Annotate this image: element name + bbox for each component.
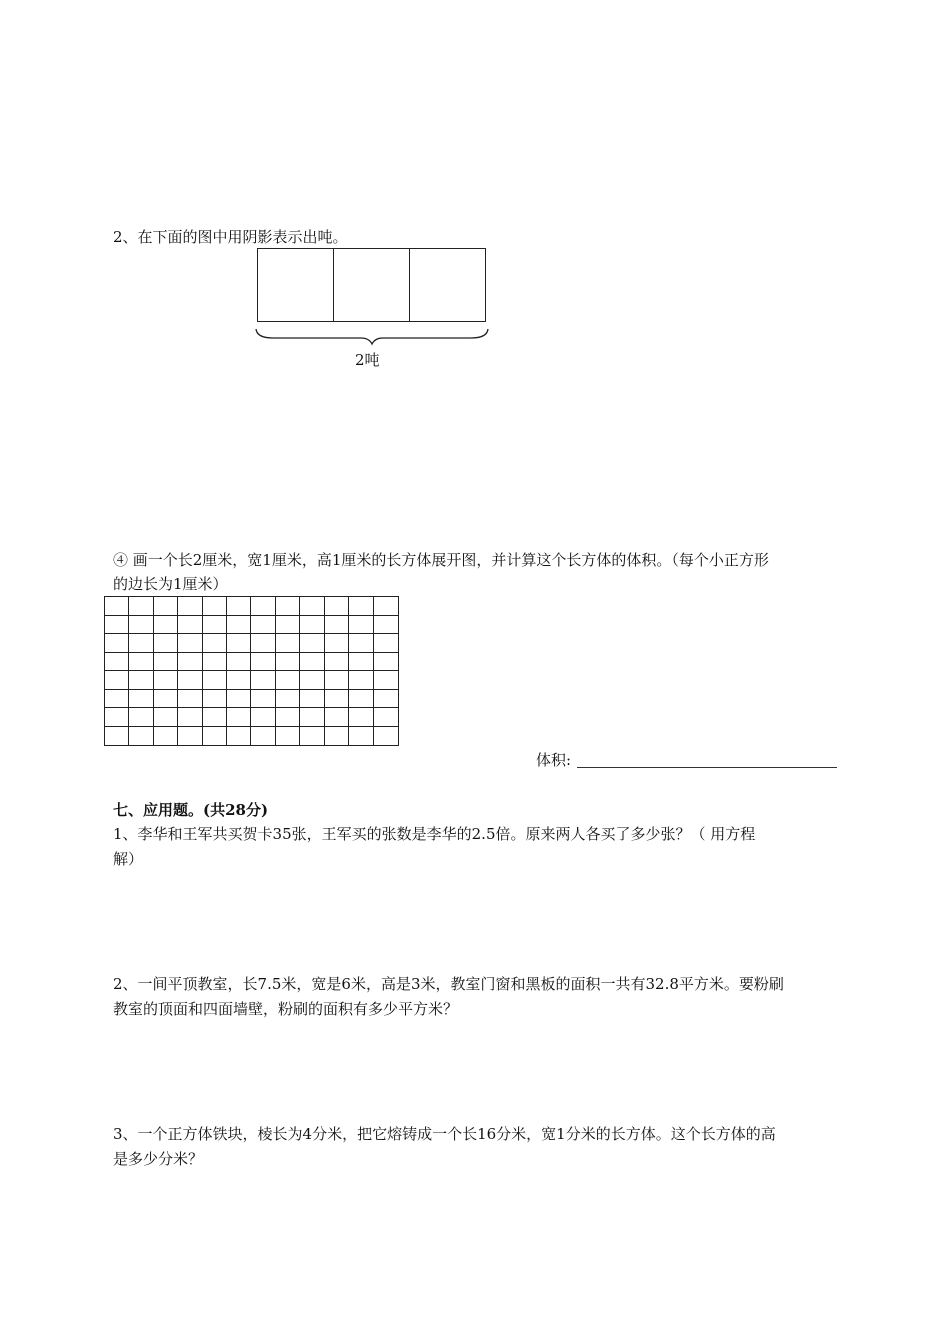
grid-cell xyxy=(178,671,202,690)
grid-cell xyxy=(349,727,373,746)
grid-cell xyxy=(129,708,153,727)
grid-cell xyxy=(105,671,129,690)
grid-cell xyxy=(129,653,153,672)
q3-line2: 是多少分米？ xyxy=(113,1150,204,1168)
grid-cell xyxy=(227,616,251,635)
square-grid xyxy=(104,596,399,746)
grid-cell xyxy=(349,690,373,709)
grid-cell xyxy=(129,671,153,690)
grid-cell xyxy=(276,708,300,727)
grid-cell xyxy=(154,634,178,653)
grid-cell xyxy=(251,708,275,727)
question-draw-line1: ④ 画一个长2厘米，宽1厘米，高1厘米的长方体展开图，并计算这个长方体的体积。（每个小正方形 xyxy=(113,551,769,569)
three-part-box xyxy=(257,248,486,322)
grid-cell xyxy=(203,708,227,727)
grid-cell xyxy=(227,671,251,690)
grid-cell xyxy=(276,597,300,616)
grid-cell xyxy=(129,597,153,616)
grid-cell xyxy=(227,653,251,672)
grid-cell xyxy=(129,634,153,653)
q2-line2: 教室的顶面和四面墙壁，粉刷的面积有多少平方米？ xyxy=(113,1000,459,1018)
grid-cell xyxy=(325,597,349,616)
curly-brace xyxy=(253,326,491,346)
grid-cell xyxy=(276,671,300,690)
grid-cell xyxy=(154,597,178,616)
box-part-3 xyxy=(410,249,485,321)
grid-cell xyxy=(349,616,373,635)
grid-cell xyxy=(154,690,178,709)
grid-cell xyxy=(325,616,349,635)
grid-cell xyxy=(374,690,398,709)
grid-cell xyxy=(203,690,227,709)
grid-cell xyxy=(203,634,227,653)
grid-cell xyxy=(154,616,178,635)
grid-cell xyxy=(105,597,129,616)
grid-cell xyxy=(105,727,129,746)
q2-line1: 2、一间平顶教室，长7.5米，宽是6米，高是3米，教室门窗和黑板的面积一共有32.8平方米。要粉刷 xyxy=(113,975,784,993)
grid-cell xyxy=(227,727,251,746)
grid-cell xyxy=(251,616,275,635)
grid-cell xyxy=(105,634,129,653)
grid-cell xyxy=(178,708,202,727)
grid-cell xyxy=(300,634,324,653)
grid-cell xyxy=(178,727,202,746)
grid-cell xyxy=(349,671,373,690)
grid-cell xyxy=(154,708,178,727)
grid-cell xyxy=(374,653,398,672)
grid-cell xyxy=(276,690,300,709)
section-title: 七、应用题。(共28分) xyxy=(113,801,269,819)
grid-cell xyxy=(227,597,251,616)
grid-cell xyxy=(227,690,251,709)
grid-cell xyxy=(227,708,251,727)
q1-line1: 1、李华和王军共买贺卡35张，王军买的张数是李华的2.5倍。原来两人各买了多少张？（ 用方程 xyxy=(113,825,756,843)
grid-cell xyxy=(300,690,324,709)
grid-cell xyxy=(251,690,275,709)
grid-cell xyxy=(325,653,349,672)
grid-cell xyxy=(129,727,153,746)
grid-cell xyxy=(349,708,373,727)
grid-cell xyxy=(105,653,129,672)
grid-cell xyxy=(374,708,398,727)
grid-cell xyxy=(325,727,349,746)
grid-cell xyxy=(203,653,227,672)
grid-cell xyxy=(300,616,324,635)
grid-cell xyxy=(178,616,202,635)
grid-cell xyxy=(300,671,324,690)
grid-cell xyxy=(227,634,251,653)
question-shade-text: 2、在下面的图中用阴影表示出吨。 xyxy=(113,228,348,246)
grid-cell xyxy=(251,597,275,616)
grid-cell xyxy=(129,690,153,709)
grid-cell xyxy=(374,634,398,653)
grid-cell xyxy=(203,727,227,746)
grid-cell xyxy=(374,671,398,690)
grid-cell xyxy=(154,671,178,690)
grid-cell xyxy=(325,708,349,727)
grid-cell xyxy=(203,616,227,635)
volume-label: 体积: xyxy=(536,751,572,769)
grid-cell xyxy=(251,727,275,746)
grid-cell xyxy=(374,616,398,635)
grid-cell xyxy=(325,690,349,709)
grid-cell xyxy=(178,653,202,672)
grid-cell xyxy=(325,634,349,653)
grid-cell xyxy=(276,616,300,635)
grid-cell xyxy=(203,671,227,690)
grid-cell xyxy=(300,727,324,746)
grid-cell xyxy=(276,653,300,672)
grid-cell xyxy=(105,690,129,709)
grid-cell xyxy=(374,597,398,616)
volume-answer-line xyxy=(577,767,837,768)
grid-cell xyxy=(154,653,178,672)
grid-cell xyxy=(154,727,178,746)
grid-cell xyxy=(178,634,202,653)
grid-cell xyxy=(129,616,153,635)
grid-cell xyxy=(203,597,227,616)
grid-cell xyxy=(251,671,275,690)
grid-cell xyxy=(300,708,324,727)
grid-cell xyxy=(251,634,275,653)
grid-cell xyxy=(178,597,202,616)
grid-cell xyxy=(276,727,300,746)
brace-label: 2吨 xyxy=(355,351,380,369)
grid-cell xyxy=(349,597,373,616)
grid-cell xyxy=(300,597,324,616)
grid-cell xyxy=(349,653,373,672)
box-part-1 xyxy=(258,249,334,321)
box-part-2 xyxy=(334,249,410,321)
grid-cell xyxy=(105,616,129,635)
grid-cell xyxy=(251,653,275,672)
grid-cell xyxy=(105,708,129,727)
question-draw-line2: 的边长为1厘米） xyxy=(113,575,228,593)
grid-cell xyxy=(374,727,398,746)
grid-cell xyxy=(276,634,300,653)
grid-cell xyxy=(349,634,373,653)
grid-cell xyxy=(178,690,202,709)
grid-cell xyxy=(300,653,324,672)
q3-line1: 3、一个正方体铁块，棱长为4分米，把它熔铸成一个长16分米，宽1分米的长方体。这个长方体的高 xyxy=(113,1125,776,1143)
grid-cell xyxy=(325,671,349,690)
q1-line2: 解） xyxy=(113,850,144,868)
